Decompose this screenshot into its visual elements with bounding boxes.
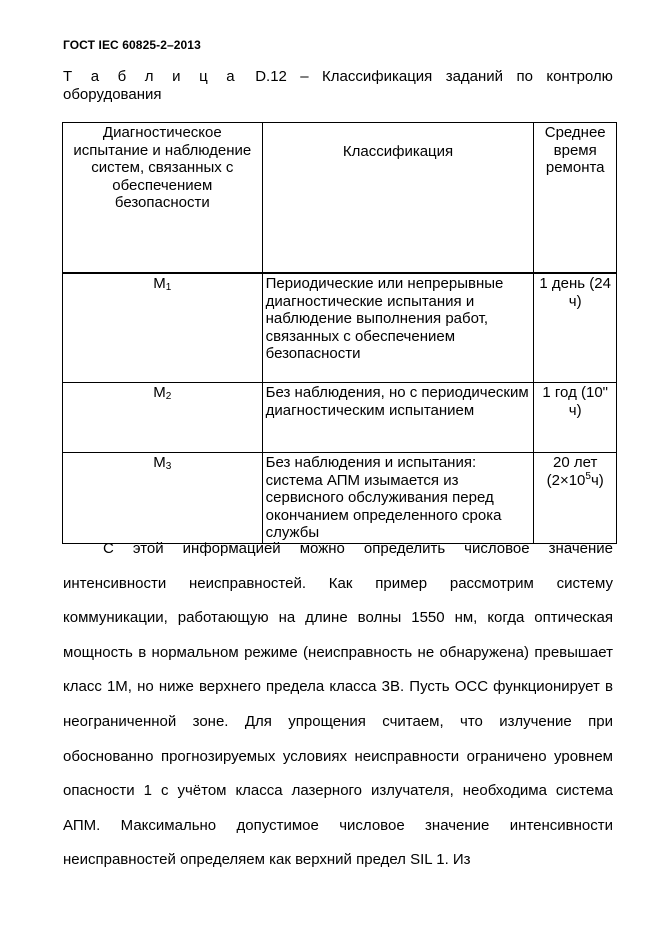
document-header: ГОСТ IEC 60825-2–2013 — [63, 38, 201, 52]
row-code: $M_2$ — [63, 383, 263, 453]
row-classification: Без наблюдения и испытания: система АПМ изымается из сервисного обслуживания перед окончанием определенного срока службы — [262, 453, 534, 544]
table-row — [63, 273, 617, 383]
row-classification: Периодические или непрерывные диагностические испытания и наблюдение выполнения работ, связанных с обеспечением безопасности — [262, 273, 534, 383]
caption-dash: – — [300, 68, 309, 85]
caption-word: по — [516, 68, 533, 85]
header-mean-repair-time: Среднее время ремонта — [534, 123, 617, 274]
header-classification: Классификация — [262, 123, 534, 274]
table-header-row — [63, 123, 617, 274]
caption-word: Классификация — [322, 68, 433, 85]
header-diagnostic-testing: Диагностическое испытание и наблюдение систем, связанных с обеспечением безопасности — [63, 123, 263, 274]
row-repair-time: 20 лет $(2\times 10^5ч)$ — [534, 453, 617, 544]
row-repair-time: 1 год (10" ч) — [534, 383, 617, 453]
row-code: $M_3$ — [63, 453, 263, 544]
row-classification: Без наблюдения, но с периодическим диагностическим испытанием — [262, 383, 534, 453]
table-row — [63, 383, 617, 453]
row-code: $M_1$ — [63, 273, 263, 383]
caption-number: D.12 — [255, 68, 287, 85]
caption-label: Т а б л и ц а — [63, 68, 242, 85]
body-paragraph — [63, 532, 613, 878]
body-paragraph-text: С этой информацией можно определить числовое значение интенсивности неисправностей. Как пример рассмотрим систему коммуникации, работающую на длине волны 1550 нм, когда оптическая мощность в нормальном режиме (неисправность не обнаружена) превышает класс 1М, но ниже верхнего предела класса 3В. Пусть ОСС функционирует в неограниченной зоне. Для упрощения считаем, что излучение при обоснованно прогнозируемых условиях неисправности ограничено уровнем опасности 1 с учётом класса лазерного излучателя, необходима система АПМ. Максимально допустимое числовое значение интенсивности неисправностей определяем как верхний предел SIL 1. Из — [63, 540, 613, 869]
classification-table — [62, 122, 617, 544]
caption-word: заданий — [445, 68, 504, 85]
table-caption — [63, 68, 613, 104]
table-row — [63, 453, 617, 544]
row-repair-time: 1 день (24 ч) — [534, 273, 617, 383]
caption-word: контролю — [546, 68, 613, 85]
caption-line-2: оборудования — [63, 86, 162, 103]
